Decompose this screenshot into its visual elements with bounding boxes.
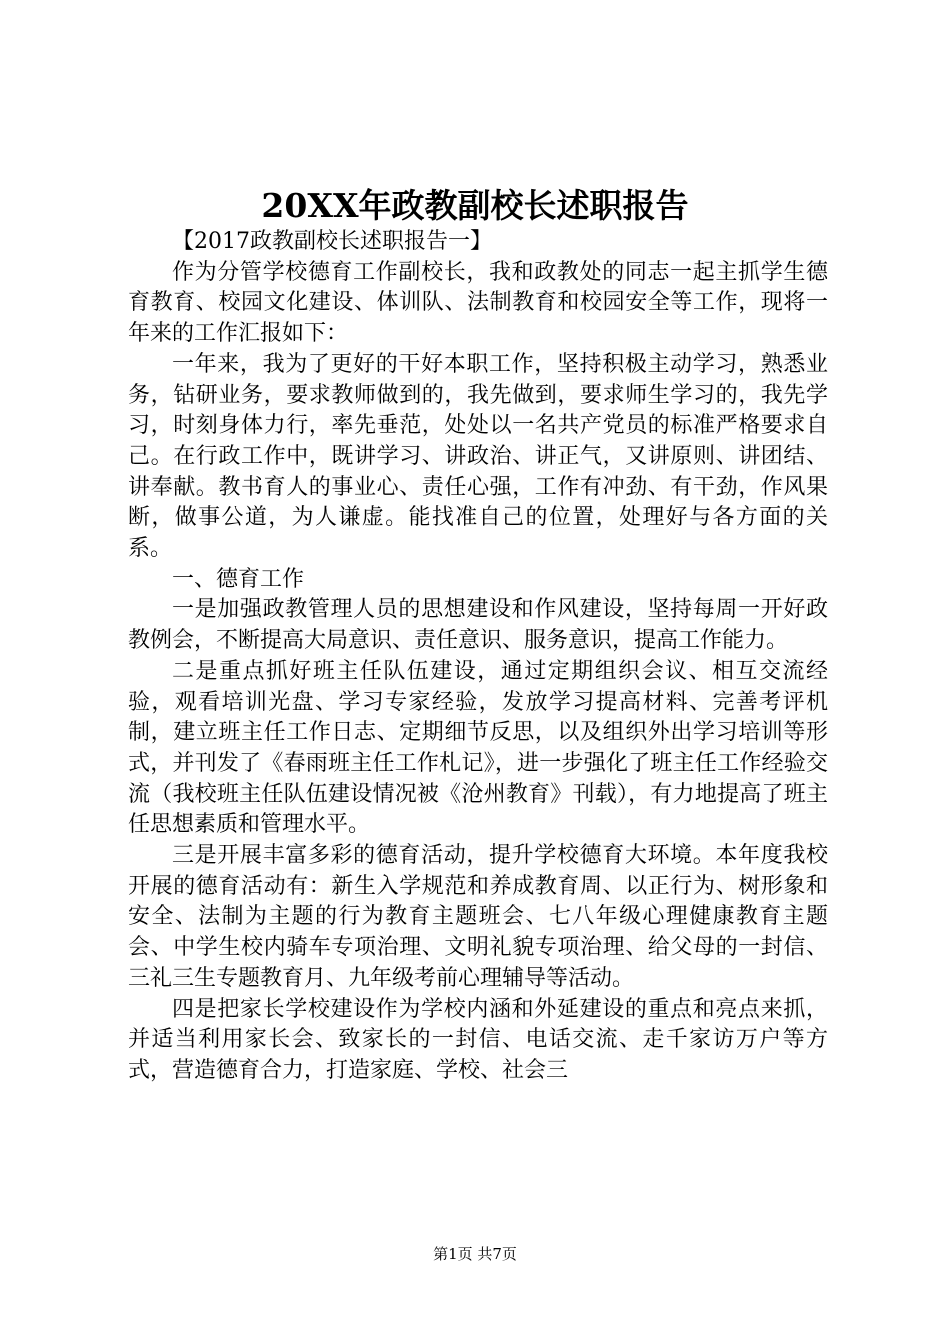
paragraph-self-assessment: 一年来，我为了更好的干好本职工作，坚持积极主动学习，熟悉业务，钻研业务，要求教师做到的，我先做到，要求师生学习的，我先学习，时刻身体力行，率先垂范，处处以一名共产党员的标准严格要求自己。在行政工作中，既讲学习、讲政治、讲正气，又讲原则、讲团结、讲奉献。教书育人的事业心、责任心强，工作有冲劲、有干劲，作风果断，做事公道，为人谦虚。能找准自己的位置，处理好与各方面的关系。 xyxy=(128,351,828,562)
paragraph-item-two: 二是重点抓好班主任队伍建设，通过定期组织会议、相互交流经验，观看培训光盘、学习专家经验，发放学习提高材料、完善考评机制，建立班主任工作日志、定期细节反思，以及组织外出学习培训等形式，并刊发了《春雨班主任工作札记》，进一步强化了班主任工作经验交流（我校班主任队伍建设情况被《沧州教育》刊载），有力地提高了班主任思想素质和管理水平。 xyxy=(128,658,828,838)
paragraph-item-one: 一是加强政教管理人员的思想建设和作风建设，坚持每周一开好政教例会，不断提高大局意识、责任意识、服务意识，提高工作能力。 xyxy=(128,597,828,654)
document-title: 20XX年政教副校长述职报告 xyxy=(261,186,689,225)
paragraph-intro: 作为分管学校德育工作副校长，我和政教处的同志一起主抓学生德育教育、校园文化建设、体训队、法制教育和校园安全等工作，现将一年来的工作汇报如下： xyxy=(128,259,828,347)
paragraph-section-heading: 【2017政教副校长述职报告一】 xyxy=(172,229,492,254)
paragraph-item-three: 三是开展丰富多彩的德育活动，提升学校德育大环境。本年度我校开展的德育活动有：新生入学规范和养成教育周、以正行为、树形象和安全、法制为主题的行为教育主题班会、七八年级心理健康教育主题会、中学生校内骑车专项治理、文明礼貌专项治理、给父母的一封信、三礼三生专题教育月、九年级考前心理辅导等活动。 xyxy=(128,843,828,991)
page-footer: 第1页 共7页 xyxy=(433,1245,517,1263)
paragraph-item-four: 四是把家长学校建设作为学校内涵和外延建设的重点和亮点来抓，并适当利用家长会、致家长的一封信、电话交流、走千家访万户等方式，营造德育合力，打造家庭、学校、社会三 xyxy=(128,996,828,1083)
document-body xyxy=(128,227,828,1087)
paragraph-heading-moral-education: 一、德育工作 xyxy=(172,566,305,592)
